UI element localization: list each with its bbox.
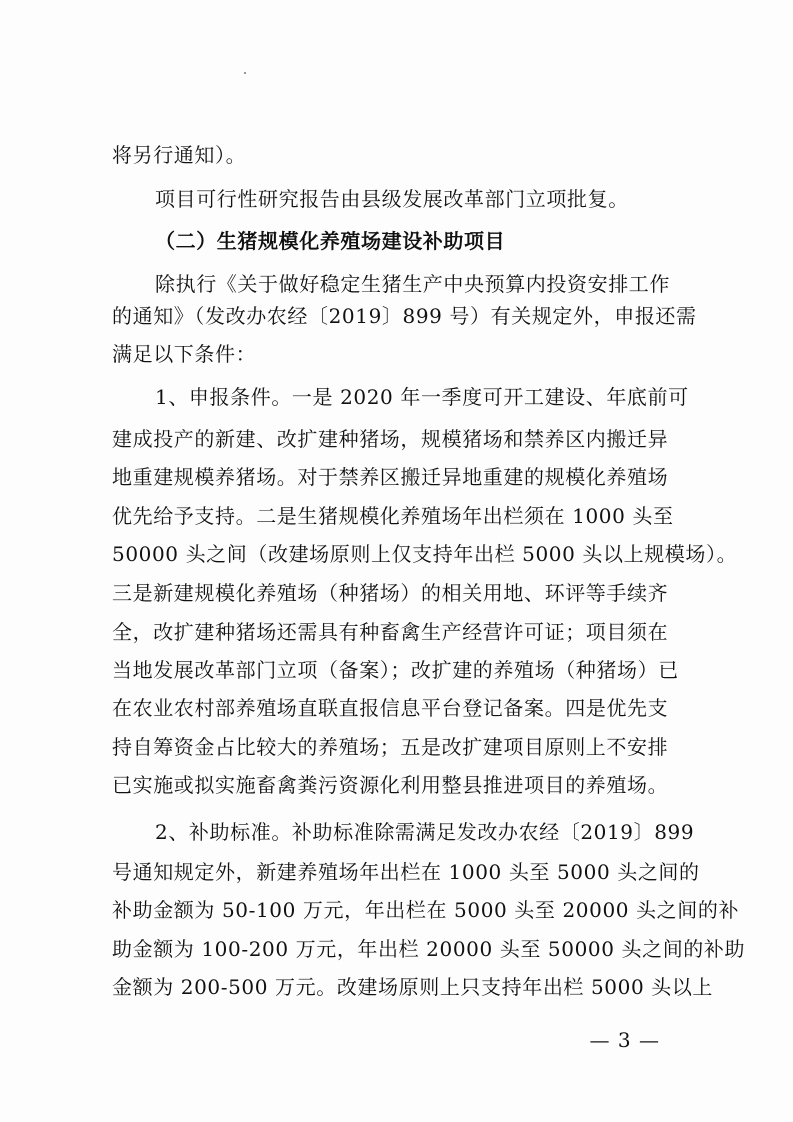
text-line: 满足以下条件： bbox=[112, 342, 257, 366]
text-line: 金额为 200-500 万元。改建场原则上只支持年出栏 5000 头以上 bbox=[112, 975, 714, 999]
text-line: 三是新建规模化养殖场（种猪场）的相关用地、环评等手续齐 bbox=[112, 581, 669, 605]
text-line: 持自筹资金占比较大的养殖场；五是改扩建项目原则上不安排 bbox=[112, 735, 669, 759]
text-line: 号通知规定外，新建养殖场年出栏在 1000 头至 5000 头之间的 bbox=[112, 860, 700, 884]
section-heading: （二）生猪规模化养殖场建设补助项目 bbox=[155, 229, 506, 253]
text-line: 将另行通知）。 bbox=[112, 143, 247, 167]
text-line: 全，改扩建种猪场还需具有种畜禽生产经营许可证；项目须在 bbox=[112, 620, 669, 644]
text-line: 除执行《关于做好稳定生猪生产中央预算内投资安排工作 bbox=[155, 272, 670, 296]
scan-speck bbox=[244, 72, 246, 74]
text-line: 优先给予支持。二是生猪规模化养殖场年出栏须在 1000 头至 bbox=[112, 504, 674, 528]
page-number: — 3 — bbox=[589, 1028, 660, 1052]
text-line: 在农业农村部养殖场直联直报信息平台登记备案。四是优先支 bbox=[112, 696, 669, 720]
text-line: 当地发展改革部门立项（备案）；改扩建的养殖场（种猪场）已 bbox=[112, 658, 679, 682]
text-line: 已实施或拟实施畜禽粪污资源化利用整县推进项目的养殖场。 bbox=[112, 773, 669, 797]
text-line: 的通知》（发改办农经〔2019〕899 号）有关规定外，申报还需 bbox=[112, 304, 697, 328]
text-line: 地重建规模养猪场。对于禁养区搬迁异地重建的规模化养殖场 bbox=[112, 465, 669, 489]
text-line: 补助金额为 50-100 万元，年出栏在 5000 头至 20000 头之间的补 bbox=[112, 898, 740, 922]
text-line: 50000 头之间（改建场原则上仅支持年出栏 5000 头以上规模场）。 bbox=[112, 542, 738, 566]
text-line: 建成投产的新建、改扩建种猪场，规模猪场和禁养区内搬迁异 bbox=[112, 427, 669, 451]
text-line: 2、补助标准。补助标准除需满足发改办农经〔2019〕899 bbox=[155, 820, 695, 844]
text-line: 1、申报条件。一是 2020 年一季度可开工建设、年底前可 bbox=[155, 385, 689, 409]
text-line: 项目可行性研究报告由县级发展改革部门立项批复。 bbox=[155, 187, 629, 211]
text-line: 助金额为 100-200 万元，年出栏 20000 头至 50000 头之间的补助 bbox=[112, 937, 746, 961]
